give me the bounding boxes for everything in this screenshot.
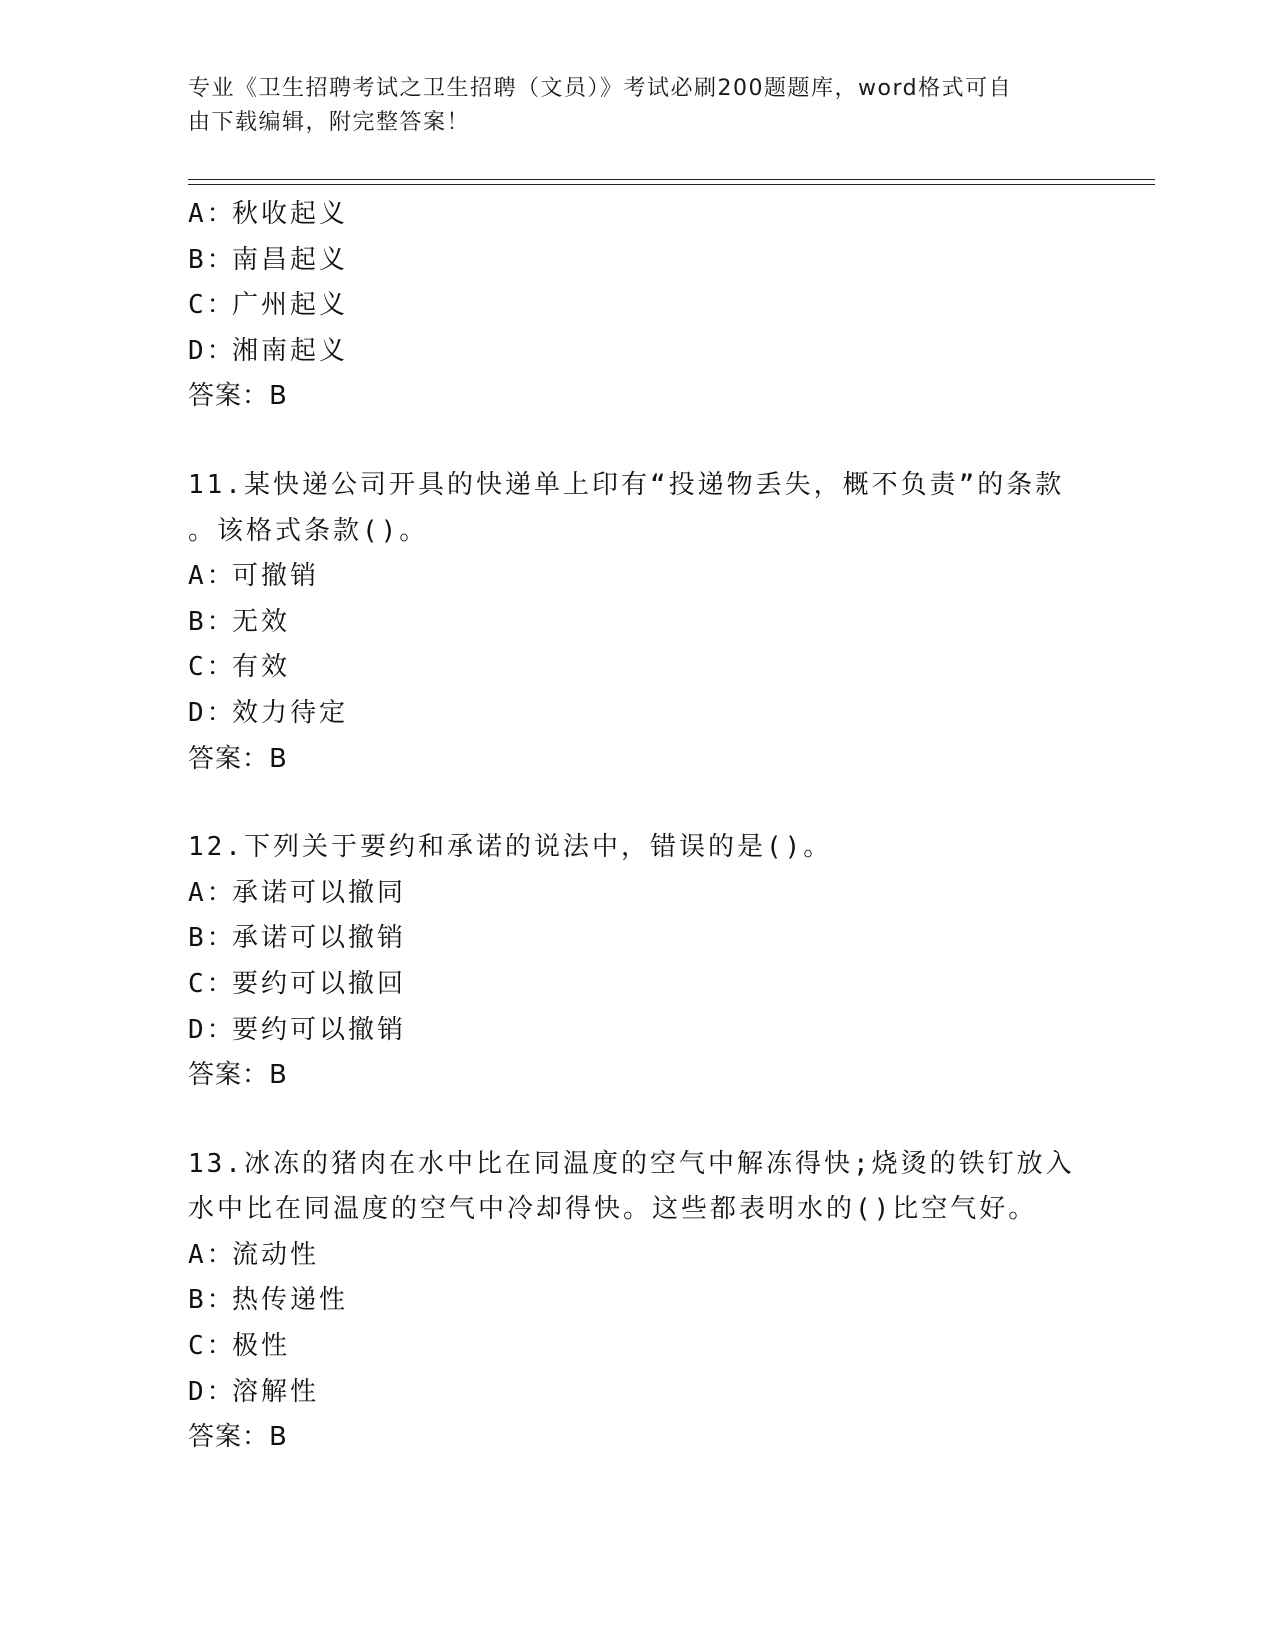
question-text-line-1: 12.下列关于要约和承诺的说法中，错误的是()。 [188, 832, 833, 863]
question-11 [188, 463, 1088, 782]
question-text-line-2: 。该格式条款()。 [188, 515, 429, 546]
option-text: 有效 [232, 652, 291, 683]
option-a [188, 554, 1088, 600]
option-label: B： [188, 244, 236, 275]
option-text: 南昌起义 [232, 244, 349, 275]
question-10 [188, 192, 1088, 420]
question-text-line-2: 水中比在同温度的空气中冷却得快。这些都表明水的()比空气好。 [188, 1194, 1038, 1225]
answer-line: 答案：B [188, 743, 288, 774]
option-a [188, 871, 1088, 917]
option-label: B： [188, 606, 236, 637]
option-b [188, 238, 1088, 284]
option-c [188, 283, 1088, 329]
option-b [188, 1278, 1088, 1324]
question-12 [188, 825, 1088, 1099]
option-a [188, 1233, 1088, 1279]
question-text-line-1: 13.冰冻的猪肉在水中比在同温度的空气中解冻得快;烧烫的铁钉放入 [188, 1148, 1075, 1179]
answer-line: 答案：B [188, 381, 288, 412]
option-d [188, 691, 1088, 737]
option-text: 要约可以撤回 [232, 968, 407, 999]
option-label: A： [188, 1239, 236, 1270]
option-text: 热传递性 [232, 1285, 349, 1316]
option-d [188, 329, 1088, 375]
option-label: D： [188, 335, 236, 366]
option-label: D： [188, 697, 236, 728]
question-13 [188, 1142, 1088, 1461]
document-header [188, 72, 1068, 140]
option-text: 要约可以撤销 [232, 1014, 407, 1045]
option-label: C： [188, 968, 236, 999]
option-label: C： [188, 1331, 236, 1362]
option-d [188, 1370, 1088, 1416]
option-c [188, 645, 1088, 691]
option-text: 效力待定 [232, 697, 349, 728]
option-label: B： [188, 923, 236, 954]
option-text: 流动性 [232, 1239, 320, 1270]
option-text: 可撤销 [232, 561, 320, 592]
option-b [188, 600, 1088, 646]
header-divider-top [188, 179, 1155, 180]
option-c [188, 1324, 1088, 1370]
option-text: 无效 [232, 606, 291, 637]
option-label: A： [188, 561, 236, 592]
option-a [188, 192, 1088, 238]
answer-line: 答案：B [188, 1060, 288, 1091]
option-b [188, 916, 1088, 962]
question-text-line-1: 11.某快递公司开具的快递单上印有“投递物丢失，概不负责”的条款 [188, 469, 1065, 500]
option-text: 溶解性 [232, 1376, 320, 1407]
header-line-1: 专业《卫生招聘考试之卫生招聘（文员）》考试必刷200题题库，word格式可自 [188, 76, 1013, 101]
option-text: 秋收起义 [232, 199, 349, 229]
option-label: B： [188, 1285, 236, 1316]
option-label: A： [188, 199, 236, 229]
option-text: 极性 [232, 1331, 291, 1362]
option-label: C： [188, 290, 236, 321]
option-text: 湘南起义 [232, 335, 349, 366]
header-divider-bottom [188, 184, 1155, 185]
option-c [188, 962, 1088, 1008]
option-text: 广州起义 [232, 290, 349, 321]
option-label: C： [188, 652, 236, 683]
option-label: D： [188, 1014, 236, 1045]
option-text: 承诺可以撤销 [232, 923, 407, 954]
header-line-2: 由下载编辑，附完整答案！ [188, 110, 471, 135]
answer-line: 答案：B [188, 1422, 288, 1453]
option-label: A： [188, 877, 236, 908]
option-text: 承诺可以撤同 [232, 877, 407, 908]
option-d [188, 1008, 1088, 1054]
option-label: D： [188, 1376, 236, 1407]
question-list [188, 192, 1088, 1461]
